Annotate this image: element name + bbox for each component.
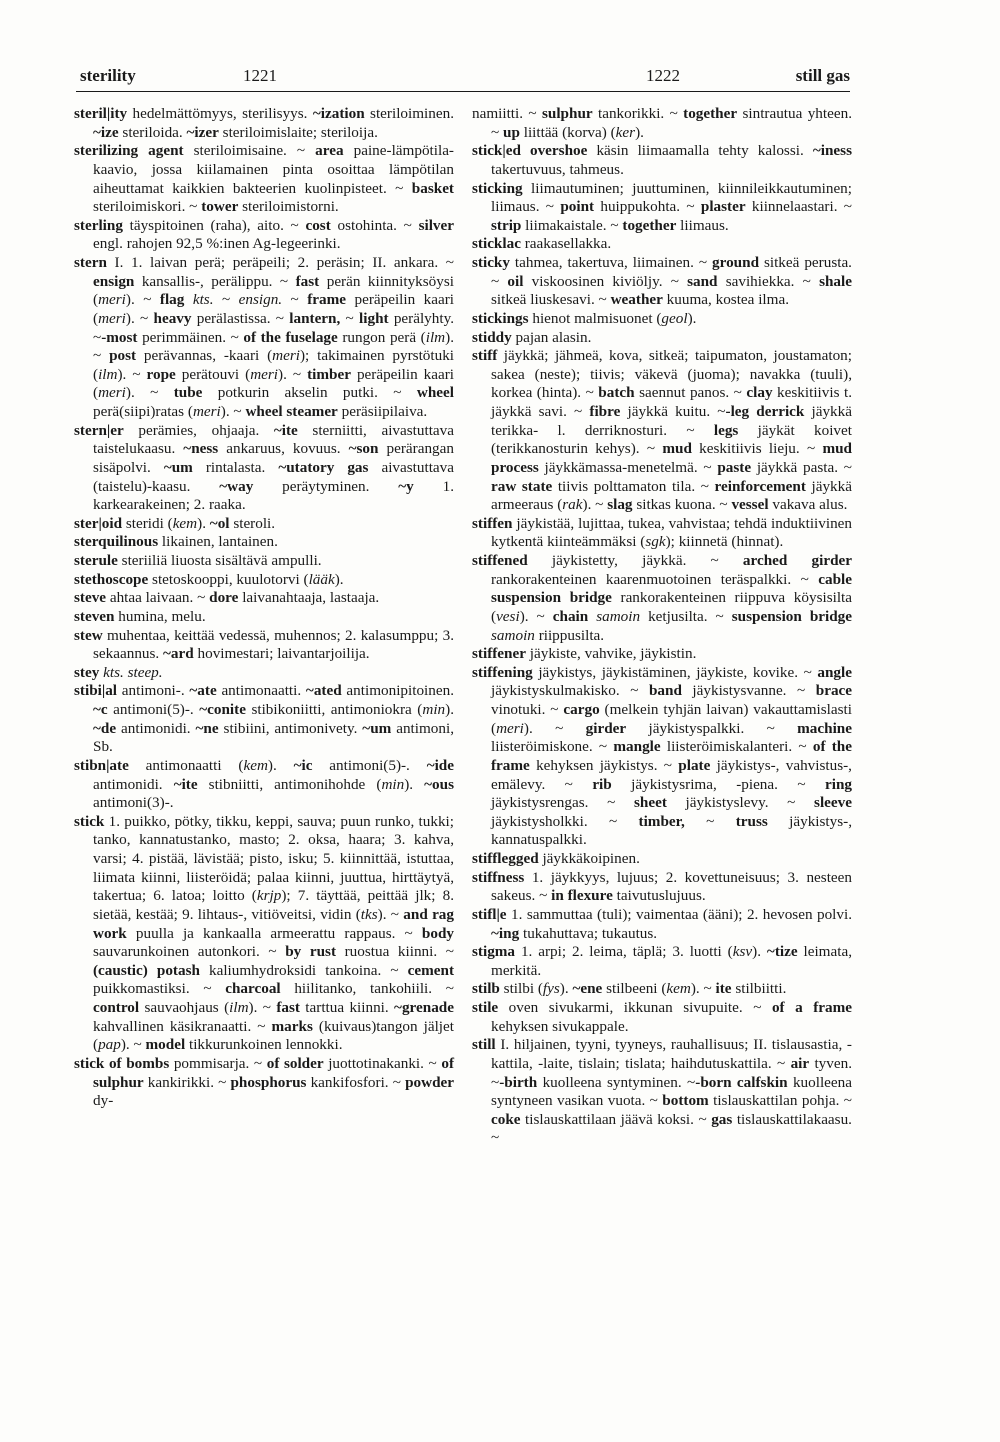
dictionary-entry: sticklac raakasellakka.: [472, 235, 612, 253]
header-rule: [76, 91, 850, 92]
dictionary-entry: stiddy pajan alasin.: [472, 328, 592, 346]
dictionary-entry: sticky tahmea, takertuva, liimainen. ~ ground sitkeä perusta. ~ oil viskoosinen kiviöljy. ~ sand savihiekka. ~ shale sitkeä liuskesavi. ~ weather kuuma, kostea ilma.: [472, 254, 852, 309]
dictionary-entry: stiffener jäykiste, vahvike, jäykistin.: [472, 645, 697, 663]
left-page-number: 1221: [243, 66, 277, 85]
dictionary-entry: stey kts. steep.: [74, 663, 163, 681]
dictionary-entry: stibi|al antimoni-. ~ate antimonaatti. ~ated antimonipitoinen. ~c antimoni(5)-. ~conite stibikoniitti, antimoniokra (min). ~de antimonidi. ~ne stibiini, antimonivety. ~um antimoni, Sb.: [74, 682, 454, 756]
right-guide-word: still gas: [795, 66, 850, 85]
dictionary-entry: sterling täyspitoinen (raha), aito. ~ cost ostohinta. ~ silver engl. rahojen 92,5 %:inen Ag-legeerinki.: [74, 216, 454, 253]
dictionary-entry: stifflegged jäykkäkoipinen.: [472, 850, 640, 867]
dictionary-entry: sterule steriiliä liuosta sisältävä ampulli.: [74, 552, 322, 569]
dictionary-entry: stiffening jäykistys, jäykistäminen, jäykiste, kovike. ~ angle jäykistyskulmakisko. ~ band jäykistysvanne. ~ brace vinotuki. ~ cargo (melkein tyhjän laivan) vakauttamislasti (meri). ~ girder jäykistyspalkki. ~ machine liisteröimiskone. ~ mangle liisteröimiskalanteri. ~ of the frame kehyksen jäykistys. ~ plate jäykistys-, vahvistus-, emälevy. ~ rib jäykistysrima, -piena. ~ ring jäykistysrengas. ~ sheet jäykistyslevy. ~ sleeve jäykistysholkki. ~ timber, ~ truss jäykistys-, kannatuspalkki.: [472, 663, 853, 849]
right-page-number: 1222: [646, 66, 680, 85]
dictionary-entry: stern|er perämies, ohjaaja. ~ite sterniitti, aivastuttava taistelukaasu. ~ness ankaruus, kovuus. ~son perärangan sisäpolvi. ~um rintalasta. ~utatory gas aivastuttava (taistelu)-kaasu. ~way peräytyminen. ~y 1. karkearakeinen; 2. raaka.: [74, 421, 454, 514]
dictionary-entry: stiffen jäykistää, lujittaa, tukea, vahvistaa; tehdä induktiivinen kytkentä kiinteämmäksi (sgk); kiinnetä (hinnat).: [472, 514, 852, 551]
dictionary-entry: sterquilinous likainen, lantainen.: [74, 533, 278, 551]
right-column: [472, 105, 852, 1148]
dictionary-entry: stilb stilbi (fys). ~ene stilbeeni (kem). ~ ite stilbiitti.: [472, 980, 787, 998]
dictionary-entry: still I. hiljainen, tyyni, tyyneys, rauhallisuus; II. tislausastia, -kattila, -laite, tislain; tislata; haihdutuskattila. ~ air tyven. ~-birth kuolleena syntyminen. ~-born calfskin kuolleena syntyneen vasikan vuota. ~ bottom tislauskattilan pohja. ~ coke tislauskattilaan jäävä koksi. ~ gas tislauskattilakaasu. ~: [472, 1036, 852, 1147]
dictionary-entry: stile oven sivukarmi, ikkunan sivupuite. ~ of a frame kehyksen sivukappale.: [472, 999, 852, 1035]
left-guide-word: sterility: [80, 66, 136, 85]
dictionary-entry: sticking liimautuminen; juuttuminen, kiinnileikkautuminen; liimaus. ~ point huippukohta. ~ plaster kiinnelaastari. ~ strip liimakaistale. ~ together liimaus.: [472, 179, 853, 234]
dictionary-entry: stiffened jäykistetty, jäykkä. ~ arched girder rankorakenteinen kaarenmuotoinen teräspalkki. ~ cable suspension bridge rankorakenteinen riippuva köysisilta (vesi). ~ chain samoin ketjusilta. ~ suspension bridge samoin riippusilta.: [472, 552, 853, 644]
dictionary-entry: sterilizing agent steriloimisaine. ~ area paine-lämpötila-kaavio, jossa kiilamainen pinta osoittaa lämpötilan aiheuttamat kaikkien bakteerien kuolinpisteet. ~ basket steriloimiskori. ~ tower steriloimistorni.: [74, 142, 454, 216]
dictionary-entry: stew muhentaa, keittää vedessä, muhennos; 2. kalasumppu; 3. sekaannus. ~ard hovimestari; laivantarjoilija.: [74, 626, 454, 663]
dictionary-entry: stickings hienot malmisuonet (geol).: [472, 309, 697, 327]
left-column: [74, 105, 454, 1111]
dictionary-entry: stiff jäykkä; jähmeä, kova, sitkeä; taipumaton, joustamaton; sakea (neste); tiivis; väkevä (juoma); navakka (tuuli), korkea (hinta). ~ batch saennut panos. ~ clay keskitiivis t. jäykkä savi. ~ fibre jäykkä kuitu. ~-leg derrick jäykkä terikka- l. derriknosturi. ~ legs jäykät koivet (terikkanosturin kehys). ~ mud keskitiivis lieju. ~ mud process jäykkämassa-menetelmä. ~ paste jäykkä pasta. ~ raw state tiivis polttamaton tila. ~ reinforcement jäykkä armeeraus (rak). ~ slag sitkas kuona. ~ vessel vakava alus.: [472, 347, 852, 514]
dictionary-entry: stifl|e 1. sammuttaa (tuli); vaimentaa (ääni); 2. hevosen polvi. ~ing tukahuttava; tukautus.: [472, 905, 852, 942]
dictionary-entry: namiitti. ~ sulphur tankorikki. ~ together sintrautua yhteen. ~ up liittää (korva) (ker).: [472, 105, 852, 141]
dictionary-entry: steril|ity hedelmättömyys, sterilisyys. ~ization steriloiminen. ~ize steriloida. ~izer steriloimislaite; steriloija.: [74, 105, 454, 141]
dictionary-entry: stibn|ate antimonaatti (kem). ~ic antimoni(5)-. ~ide antimonidi. ~ite stibniitti, antimonihohde (min). ~ous antimoni(3)-.: [74, 756, 455, 812]
dictionary-entry: stiffness 1. jäykkyys, lujuus; 2. kovettuneisuus; 3. nesteen sakeus. ~ in flexure taivutuslujuus.: [472, 868, 852, 905]
page-header: [0, 60, 1000, 96]
dictionary-entry: stigma 1. arpi; 2. leima, täplä; 3. luotti (ksv). ~tize leimata, merkitä.: [472, 943, 852, 979]
dictionary-entry: stick of bombs pommisarja. ~ of solder juottotinakanki. ~ of sulphur kankirikki. ~ phosphorus kankifosfori. ~ powder dy-: [74, 1054, 454, 1110]
dictionary-entry: stethoscope stetoskooppi, kuulotorvi (lääk).: [74, 570, 344, 588]
dictionary-entry: steven humina, melu.: [74, 607, 206, 625]
dictionary-entry: steve ahtaa laivaan. ~ dore laivanahtaaja, lastaaja.: [74, 589, 380, 607]
dictionary-entry: stick 1. puikko, pötky, tikku, keppi, sauva; puun runko, tukki; tanko, kannatustanko, masto; 2. oksa, haara; 3. kahva, varsi; 4. pistää, lävistää; pisto, isku; 5. kiinnittää, istuttaa, liimata kiinni, liisteröidä; palaa kiinni, juuttua, hirttäytyä, takertua; 6. latoa; loitto (krjp); 7. täyttää, peittää jlk; 8. sietää, kestää; 9. lihtaus-, vitiöveitsi, vidin (tks). ~ and rag work puulla ja kankaalla armeerattu rappaus. ~ body sauvarunkoinen autonkori. ~ by rust ruostua kiinni. ~ (caustic) potash kaliumhydroksidi tankoina. ~ cement puikkomastiksi. ~ charcoal hiilitanko, tankohiili. ~ control sauvaohjaus (ilm). ~ fast tarttua kiinni. ~grenade kahvallinen käsikranaatti. ~ marks (kuivaus)tangon jäljet (pap). ~ model tikkurunkoinen lennokki.: [74, 812, 455, 1054]
dictionary-entry: stern I. 1. laivan perä; peräpeili; 2. peräsin; II. ankara. ~ ensign kansallis-, perälippu. ~ fast perän kiinnityksöysi (meri). ~ flag kts. ~ ensign. ~ frame peräpeilin kaari (meri). ~ heavy perälastissa. ~ lantern, ~ light perälyhty. ~-most perimmäinen. ~ of the fuselage rungon perä (ilm). ~ post perävannas, -kaari (meri); takimainen pyrstötuki (ilm). ~ rope perätouvi (meri). ~ timber peräpeilin kaari (meri). ~ tube potkurin akselin putki. ~ wheel perä(siipi)ratas (meri). ~ wheel steamer peräsiipilaiva.: [74, 254, 455, 420]
dictionary-entry: stick|ed overshoe käsin liimaamalla tehty kalossi. ~iness takertuvuus, tahmeus.: [472, 142, 852, 178]
dictionary-entry: ster|oid steridi (kem). ~ol steroli.: [74, 514, 276, 532]
